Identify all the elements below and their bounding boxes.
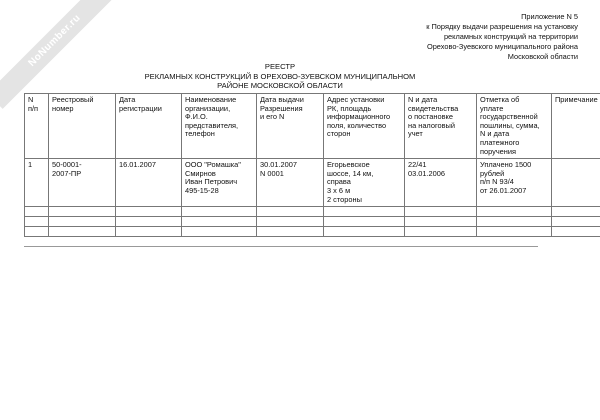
header-cell: Отметка об уплате государственной пошлины, сумма, N и дата платежного поручения — [477, 94, 552, 159]
empty-cell — [49, 227, 116, 237]
appendix-line: Орехово-Зуевского муниципального района — [426, 42, 578, 51]
title-line: РЕКЛАМНЫХ КОНСТРУКЦИЙ В ОРЕХОВО-ЗУЕВСКОМ МУНИЦИПАЛЬНОМ — [144, 71, 416, 81]
header-row — [25, 94, 600, 159]
table-cell: 30.01.2007 N 0001 — [257, 159, 324, 207]
empty-cell — [552, 217, 600, 227]
appendix-line: Московской области — [507, 52, 578, 61]
header-cell: N и дата свидетельства о постановке на налоговый учет — [405, 94, 477, 159]
header-cell: Реестровый номер — [49, 94, 116, 159]
empty-cell — [25, 227, 49, 237]
table-cell: 50-0001- 2007-ПР — [49, 159, 116, 207]
empty-cell — [257, 217, 324, 227]
appendix-line: Приложение N 5 — [521, 12, 578, 21]
empty-cell — [257, 227, 324, 237]
empty-cell — [405, 227, 477, 237]
signature-line — [24, 246, 538, 247]
empty-cell — [182, 217, 257, 227]
empty-cell — [49, 207, 116, 217]
table-cell: 1 — [25, 159, 49, 207]
empty-cell — [477, 227, 552, 237]
empty-cell — [25, 217, 49, 227]
registry-table — [24, 93, 600, 237]
empty-cell — [477, 217, 552, 227]
table-cell: Егорьевское шоссе, 14 км, справа 3 х 6 м 2 стороны — [324, 159, 405, 207]
appendix-line: рекламных конструкций на территории — [443, 32, 578, 41]
empty-row — [25, 207, 600, 217]
empty-cell — [405, 217, 477, 227]
table-row — [25, 159, 600, 207]
header-cell: Примечание — [552, 94, 600, 159]
table-cell: 16.01.2007 — [116, 159, 182, 207]
title-line: РАЙОНЕ МОСКОВСКОЙ ОБЛАСТИ — [217, 81, 343, 91]
empty-row — [25, 217, 600, 227]
empty-cell — [116, 217, 182, 227]
empty-cell — [182, 227, 257, 237]
empty-cell — [552, 207, 600, 217]
table-cell — [552, 159, 600, 207]
header-cell: Наименование организации, Ф.И.О. представителя, телефон — [182, 94, 257, 159]
empty-cell — [116, 207, 182, 217]
document-title — [120, 62, 440, 91]
watermark: NoNumber.ru — [0, 0, 123, 109]
empty-cell — [324, 207, 405, 217]
empty-cell — [324, 217, 405, 227]
title-line: РЕЕСТР — [264, 62, 296, 71]
header-cell: N п/п — [25, 94, 49, 159]
empty-cell — [324, 227, 405, 237]
table-cell: Уплачено 1500 рублей п/п N 93/4 от 26.01.2007 — [477, 159, 552, 207]
header-cell: Дата регистрации — [116, 94, 182, 159]
empty-row — [25, 227, 600, 237]
empty-cell — [552, 227, 600, 237]
empty-cell — [182, 207, 257, 217]
empty-cell — [116, 227, 182, 237]
table-cell: 22/41 03.01.2006 — [405, 159, 477, 207]
empty-cell — [25, 207, 49, 217]
empty-cell — [49, 217, 116, 227]
empty-cell — [257, 207, 324, 217]
table-cell: ООО "Ромашка" Смирнов Иван Петрович 495-15-28 — [182, 159, 257, 207]
header-cell: Дата выдачи Разрешения и его N — [257, 94, 324, 159]
header-cell: Адрес установки РК, площадь информационного поля, количество сторон — [324, 94, 405, 159]
empty-cell — [405, 207, 477, 217]
empty-cell — [477, 207, 552, 217]
appendix-line: к Порядку выдачи разрешения на установку — [426, 22, 578, 31]
appendix-note — [426, 12, 578, 62]
